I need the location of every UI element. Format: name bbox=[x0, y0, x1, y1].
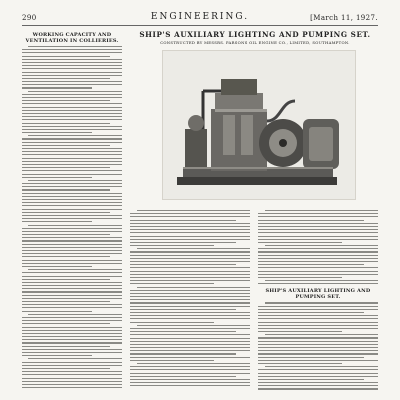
text-line bbox=[22, 371, 122, 372]
text-line bbox=[22, 333, 122, 334]
text-line bbox=[130, 299, 250, 300]
text-line bbox=[130, 341, 250, 342]
text-line bbox=[265, 334, 378, 335]
text-line bbox=[22, 107, 122, 108]
text-line bbox=[22, 212, 110, 213]
text-line bbox=[130, 379, 250, 380]
right-column bbox=[258, 210, 378, 392]
text-line bbox=[28, 358, 122, 359]
text-line bbox=[130, 267, 250, 268]
text-line bbox=[22, 87, 92, 88]
text-line bbox=[130, 223, 250, 224]
text-line bbox=[265, 366, 378, 367]
text-line bbox=[130, 322, 214, 323]
text-line bbox=[130, 312, 250, 313]
text-line bbox=[22, 263, 122, 264]
text-line bbox=[22, 189, 110, 190]
text-line bbox=[258, 309, 378, 310]
center-article-body bbox=[130, 210, 250, 386]
text-line bbox=[130, 216, 250, 217]
text-line bbox=[258, 271, 378, 272]
text-line bbox=[130, 369, 250, 370]
text-line bbox=[22, 170, 122, 171]
center-column bbox=[130, 210, 250, 389]
text-line bbox=[130, 239, 250, 240]
text-line bbox=[258, 357, 364, 358]
text-line bbox=[22, 218, 122, 219]
text-line bbox=[258, 223, 378, 224]
text-line bbox=[22, 346, 110, 347]
text-line bbox=[258, 360, 378, 361]
text-line bbox=[130, 334, 250, 335]
left-article-title: WORKING CAPACITY AND VENTILATION IN COLLIERIES. bbox=[25, 32, 119, 44]
text-line bbox=[130, 264, 236, 265]
text-line bbox=[22, 272, 122, 273]
text-line bbox=[258, 274, 378, 275]
text-line bbox=[258, 341, 378, 342]
text-line bbox=[28, 91, 122, 92]
text-line bbox=[265, 302, 378, 303]
text-line bbox=[130, 229, 250, 230]
text-line bbox=[22, 68, 122, 69]
text-line bbox=[22, 381, 122, 382]
text-line bbox=[258, 229, 378, 230]
text-line bbox=[22, 81, 122, 82]
text-line bbox=[258, 216, 378, 217]
text-line bbox=[130, 344, 250, 345]
text-line bbox=[258, 344, 378, 345]
text-line bbox=[22, 362, 122, 363]
text-line bbox=[22, 145, 110, 146]
text-line bbox=[258, 350, 378, 351]
text-line bbox=[22, 65, 122, 66]
text-line bbox=[137, 287, 250, 288]
engine-illustration bbox=[163, 51, 355, 199]
text-line bbox=[258, 363, 342, 364]
text-line bbox=[130, 353, 236, 354]
text-line bbox=[22, 231, 122, 232]
text-line bbox=[22, 285, 122, 286]
text-line bbox=[258, 315, 378, 316]
text-line bbox=[22, 352, 122, 353]
text-line bbox=[22, 132, 92, 133]
text-line bbox=[22, 301, 110, 302]
text-line bbox=[22, 123, 110, 124]
text-line bbox=[22, 193, 122, 194]
text-line bbox=[22, 330, 122, 331]
text-line bbox=[22, 103, 122, 104]
text-line bbox=[258, 318, 378, 319]
text-line bbox=[22, 199, 122, 200]
text-line bbox=[258, 347, 378, 348]
text-line bbox=[22, 100, 110, 101]
text-line bbox=[130, 373, 250, 374]
text-line bbox=[130, 283, 214, 284]
text-line bbox=[258, 261, 378, 262]
text-line bbox=[22, 138, 122, 139]
text-line bbox=[130, 366, 250, 367]
text-line bbox=[22, 260, 122, 261]
text-line bbox=[22, 279, 110, 280]
text-line bbox=[130, 220, 236, 221]
text-line bbox=[28, 135, 122, 136]
text-line bbox=[22, 113, 122, 114]
text-line bbox=[22, 387, 122, 388]
left-column bbox=[22, 30, 122, 390]
text-line bbox=[22, 167, 110, 168]
text-line bbox=[258, 331, 342, 332]
text-line bbox=[22, 307, 122, 308]
text-line bbox=[22, 183, 122, 184]
text-line bbox=[258, 312, 364, 313]
text-line bbox=[130, 347, 250, 348]
text-line bbox=[22, 129, 122, 130]
text-line bbox=[22, 317, 122, 318]
text-line bbox=[22, 221, 92, 222]
text-line bbox=[28, 269, 122, 270]
text-line bbox=[258, 337, 378, 338]
text-line bbox=[22, 256, 110, 257]
issue-date: [March 11, 1927. bbox=[310, 14, 378, 22]
text-line bbox=[130, 255, 250, 256]
text-line bbox=[130, 296, 250, 297]
text-line bbox=[130, 277, 250, 278]
second-article-title: SHIP'S AUXILIARY LIGHTING AND PUMPING SET. bbox=[265, 288, 371, 301]
journal-masthead: ENGINEERING. bbox=[150, 12, 250, 22]
text-line bbox=[22, 327, 122, 328]
text-line bbox=[22, 234, 110, 235]
text-line bbox=[130, 306, 250, 307]
text-line bbox=[22, 142, 122, 143]
text-line bbox=[22, 205, 122, 206]
text-line bbox=[130, 338, 250, 339]
text-line bbox=[22, 368, 110, 369]
text-line bbox=[258, 283, 378, 284]
text-line bbox=[258, 379, 364, 380]
text-line bbox=[130, 271, 250, 272]
text-line bbox=[22, 244, 122, 245]
text-line bbox=[130, 226, 250, 227]
text-line bbox=[130, 280, 250, 281]
text-line bbox=[258, 226, 378, 227]
text-line bbox=[22, 158, 122, 159]
text-line bbox=[130, 350, 250, 351]
text-line bbox=[22, 126, 122, 127]
text-line bbox=[22, 59, 122, 60]
text-line bbox=[130, 232, 250, 233]
text-line bbox=[130, 236, 250, 237]
text-line bbox=[137, 325, 250, 326]
text-line bbox=[258, 220, 364, 221]
text-line bbox=[258, 277, 342, 278]
engine-photograph bbox=[162, 50, 356, 200]
text-line bbox=[22, 374, 122, 375]
text-line bbox=[22, 298, 122, 299]
text-line bbox=[22, 295, 122, 296]
text-line bbox=[22, 177, 92, 178]
text-line bbox=[130, 357, 250, 358]
text-line bbox=[258, 242, 342, 243]
text-line bbox=[22, 240, 122, 241]
text-line bbox=[22, 253, 122, 254]
text-line bbox=[22, 355, 92, 356]
text-line bbox=[258, 385, 378, 386]
text-line bbox=[258, 236, 378, 237]
text-line bbox=[22, 186, 122, 187]
text-line bbox=[22, 247, 122, 248]
text-line bbox=[22, 323, 110, 324]
text-line bbox=[22, 116, 122, 117]
text-line bbox=[22, 94, 122, 95]
text-line bbox=[130, 242, 236, 243]
text-line bbox=[28, 225, 122, 226]
text-line bbox=[22, 75, 122, 76]
text-line bbox=[265, 210, 378, 211]
text-line bbox=[130, 331, 236, 332]
text-line bbox=[258, 248, 378, 249]
main-article-subtitle: CONSTRUCTED BY MESSRS. PARSONS OIL ENGINE CO., LIMITED, SOUTHAMPTON. bbox=[160, 40, 350, 45]
text-line bbox=[258, 325, 378, 326]
text-line bbox=[258, 213, 378, 214]
text-line bbox=[22, 151, 122, 152]
text-line bbox=[22, 97, 122, 98]
right-article-body-top bbox=[258, 210, 378, 284]
text-line bbox=[22, 110, 122, 111]
text-line bbox=[22, 56, 110, 57]
text-line bbox=[258, 255, 378, 256]
text-line bbox=[22, 119, 122, 120]
text-line bbox=[22, 276, 122, 277]
text-line bbox=[258, 388, 378, 389]
text-line bbox=[22, 339, 122, 340]
text-line bbox=[130, 290, 250, 291]
text-line bbox=[130, 302, 250, 303]
text-line bbox=[22, 384, 122, 385]
text-line bbox=[258, 239, 378, 240]
text-line bbox=[22, 196, 122, 197]
text-line bbox=[22, 336, 122, 337]
text-line bbox=[130, 213, 250, 214]
text-line bbox=[22, 52, 122, 53]
text-line bbox=[22, 291, 122, 292]
text-line bbox=[22, 174, 122, 175]
right-article-body-bottom bbox=[258, 302, 378, 389]
text-line bbox=[258, 328, 378, 329]
text-line bbox=[130, 258, 250, 259]
text-line bbox=[22, 237, 122, 238]
text-line bbox=[258, 258, 378, 259]
text-line bbox=[22, 304, 122, 305]
text-line bbox=[22, 161, 122, 162]
text-line bbox=[130, 376, 236, 377]
text-line bbox=[22, 378, 122, 379]
text-line bbox=[22, 320, 122, 321]
text-line bbox=[22, 148, 122, 149]
text-line bbox=[130, 382, 250, 383]
text-line bbox=[130, 245, 214, 246]
left-article-body bbox=[22, 46, 122, 388]
text-line bbox=[22, 154, 122, 155]
text-line bbox=[137, 210, 250, 211]
text-line bbox=[22, 311, 92, 312]
text-line bbox=[258, 264, 364, 265]
text-line bbox=[130, 274, 250, 275]
text-line bbox=[130, 293, 250, 294]
text-line bbox=[258, 306, 378, 307]
text-line bbox=[22, 266, 92, 267]
text-line bbox=[22, 282, 122, 283]
text-line bbox=[22, 62, 122, 63]
text-line bbox=[28, 46, 122, 47]
text-line bbox=[130, 309, 236, 310]
text-line bbox=[22, 215, 122, 216]
text-line bbox=[130, 360, 214, 361]
text-line bbox=[22, 342, 122, 343]
text-line bbox=[130, 251, 250, 252]
text-line bbox=[22, 365, 122, 366]
page-number: 290 bbox=[22, 14, 37, 22]
text-line bbox=[22, 250, 122, 251]
text-line bbox=[130, 261, 250, 262]
text-line bbox=[22, 84, 122, 85]
text-line bbox=[258, 369, 378, 370]
text-line bbox=[258, 267, 378, 268]
text-line bbox=[130, 328, 250, 329]
text-line bbox=[258, 251, 378, 252]
text-line bbox=[22, 72, 122, 73]
text-line bbox=[258, 373, 378, 374]
text-line bbox=[22, 349, 122, 350]
text-line bbox=[28, 314, 122, 315]
text-line bbox=[258, 322, 378, 323]
text-line bbox=[258, 376, 378, 377]
text-line bbox=[22, 288, 122, 289]
text-line bbox=[22, 228, 122, 229]
text-line bbox=[137, 363, 250, 364]
text-line bbox=[130, 315, 250, 316]
text-line bbox=[265, 280, 378, 281]
text-line bbox=[28, 180, 122, 181]
text-line bbox=[258, 353, 378, 354]
text-line bbox=[265, 245, 378, 246]
text-line bbox=[22, 164, 122, 165]
text-line bbox=[22, 209, 122, 210]
text-line bbox=[130, 318, 250, 319]
text-line bbox=[137, 248, 250, 249]
text-line bbox=[22, 78, 110, 79]
header-rule bbox=[22, 25, 378, 26]
running-head bbox=[22, 12, 378, 24]
text-line bbox=[258, 382, 378, 383]
text-line bbox=[22, 49, 122, 50]
text-line bbox=[22, 202, 122, 203]
main-article-title: SHIP'S AUXILIARY LIGHTING AND PUMPING SET. bbox=[139, 30, 371, 39]
text-line bbox=[258, 232, 378, 233]
text-line bbox=[130, 385, 250, 386]
